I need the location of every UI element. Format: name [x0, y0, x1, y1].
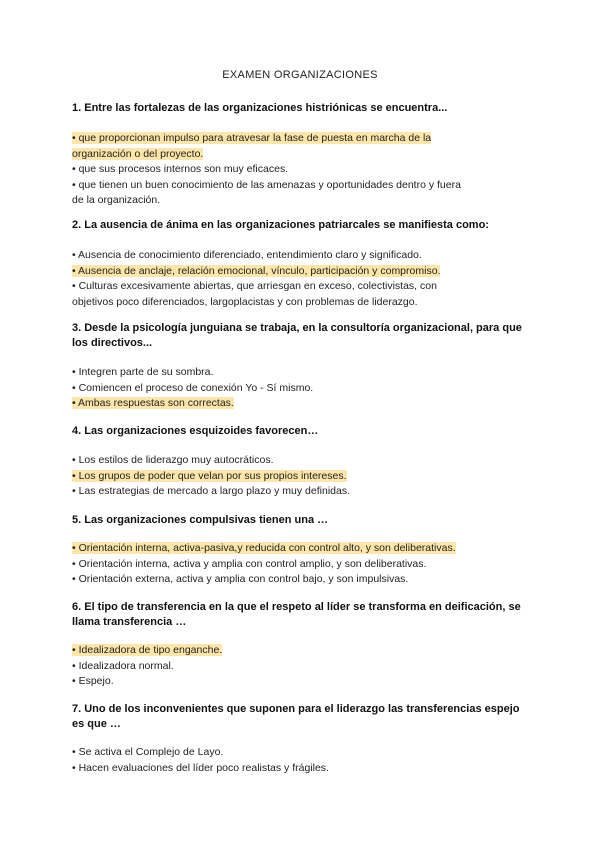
answer-option-line: [72, 365, 542, 380]
answer-option-line: [72, 761, 542, 776]
answer-text: • que proporcionan impulso para atravesar la fase de puesta en marcha de la: [72, 132, 432, 144]
answer-option-line: [72, 279, 542, 294]
answer-text: • Hacen evaluaciones del líder poco realistas y frágiles.: [72, 761, 329, 774]
answer-option-line: [72, 453, 542, 468]
answer-text: • Orientación externa, activa y amplia con control bajo, y son impulsivas.: [72, 573, 409, 585]
question-heading-line: 2. La ausencia de ánima en las organizaciones patriarcales se manifiesta como:: [72, 219, 489, 231]
answer-text: • Los grupos de poder que velan por sus propios intereses.: [72, 469, 347, 482]
answer-option-line: [72, 659, 542, 674]
question-heading-line: 7. Uno de los inconvenientes que suponen para el liderazgo las transferencias espejo: [72, 703, 520, 715]
answer-text: • Ausencia de anclaje, relación emocional, vínculo, participación y compromiso.: [72, 264, 441, 277]
answer-text: • Orientación interna, activa y amplia con control amplio, y son deliberativas.: [72, 557, 427, 570]
answer-text: • Se activa el Complejo de Layo.: [72, 746, 224, 758]
question-heading-line: los directivos...: [72, 337, 153, 349]
answer-text: • Integren parte de su sombra.: [72, 366, 214, 378]
question-heading-line: 5. Las organizaciones compulsivas tienen una …: [72, 514, 329, 526]
correct-answer-line: [72, 541, 542, 556]
answer-option-line: [72, 484, 542, 499]
question-heading-line: 6. El tipo de transferencia en la que el respeto al líder se transforma en deificación, se: [72, 601, 521, 613]
answer-text: • Idealizadora normal.: [72, 659, 174, 672]
answer-option-line: [72, 248, 542, 263]
correct-answer-line: [72, 264, 542, 279]
question-5-heading: [72, 513, 532, 528]
correct-answer-line: [72, 131, 542, 146]
answer-text: • Culturas excesivamente abiertas, que arriesgan en exceso, colectivistas, con: [72, 280, 437, 292]
question-heading-line: 4. Las organizaciones esquizoides favorecen…: [72, 425, 319, 437]
answer-text: • Ambas respuestas son correctas.: [72, 397, 234, 409]
question-4-heading: [72, 424, 532, 439]
answer-option-line: [72, 557, 542, 572]
question-2-heading: [72, 218, 532, 233]
answer-text: • que sus procesos internos son muy eficaces.: [72, 163, 289, 175]
answer-text: objetivos poco diferenciados, largoplacistas y con problemas de liderazgo.: [72, 295, 418, 308]
answer-text: • Las estrategias de mercado a largo plazo y muy definidas.: [72, 485, 350, 497]
question-7-heading: [72, 702, 532, 732]
correct-answer-line: [72, 643, 542, 658]
answer-text: de la organización.: [72, 194, 161, 206]
answer-text: • Idealizadora de tipo enganche.: [72, 644, 223, 656]
question-1-heading: [72, 101, 532, 116]
question-heading-line: 1. Entre las fortalezas de las organizaciones histriónicas se encuentra...: [72, 102, 448, 114]
answer-option-line: [72, 674, 542, 689]
answer-option-line: [72, 572, 542, 587]
correct-answer-line: [72, 469, 542, 484]
question-6-heading: [72, 600, 532, 630]
question-heading-line: 3. Desde la psicología junguiana se trabaja, en la consultoría organizacional, para que: [72, 322, 522, 334]
answer-text: • Comiencen el proceso de conexión Yo - Sí mismo.: [72, 381, 314, 394]
answer-option-line: [72, 381, 542, 396]
answer-text: • Orientación interna, activa-pasiva,y reducida con control alto, y son deliberativas.: [72, 542, 456, 554]
answer-option-line: [72, 162, 542, 177]
question-heading-line: es que …: [72, 718, 121, 730]
question-heading-line: llama transferencia …: [72, 616, 187, 628]
answer-text: • Espejo.: [72, 675, 114, 687]
correct-answer-line: [72, 396, 542, 411]
correct-answer-line: [72, 147, 542, 162]
answer-option-line: [72, 745, 542, 760]
answer-option-line: [72, 193, 542, 208]
page-title: EXAMEN ORGANIZACIONES: [222, 69, 378, 81]
answer-text: • Los estilos de liderazgo muy autocráticos.: [72, 454, 274, 466]
answer-text: organización o del proyecto.: [72, 147, 204, 160]
answer-option-line: [72, 178, 542, 193]
answer-text: • que tienen un buen conocimiento de las amenazas y oportunidades dentro y fuera: [72, 178, 461, 191]
answer-option-line: [72, 295, 542, 310]
question-3-heading: [72, 321, 532, 351]
answer-text: • Ausencia de conocimiento diferenciado, entendimiento claro y significado.: [72, 249, 422, 261]
